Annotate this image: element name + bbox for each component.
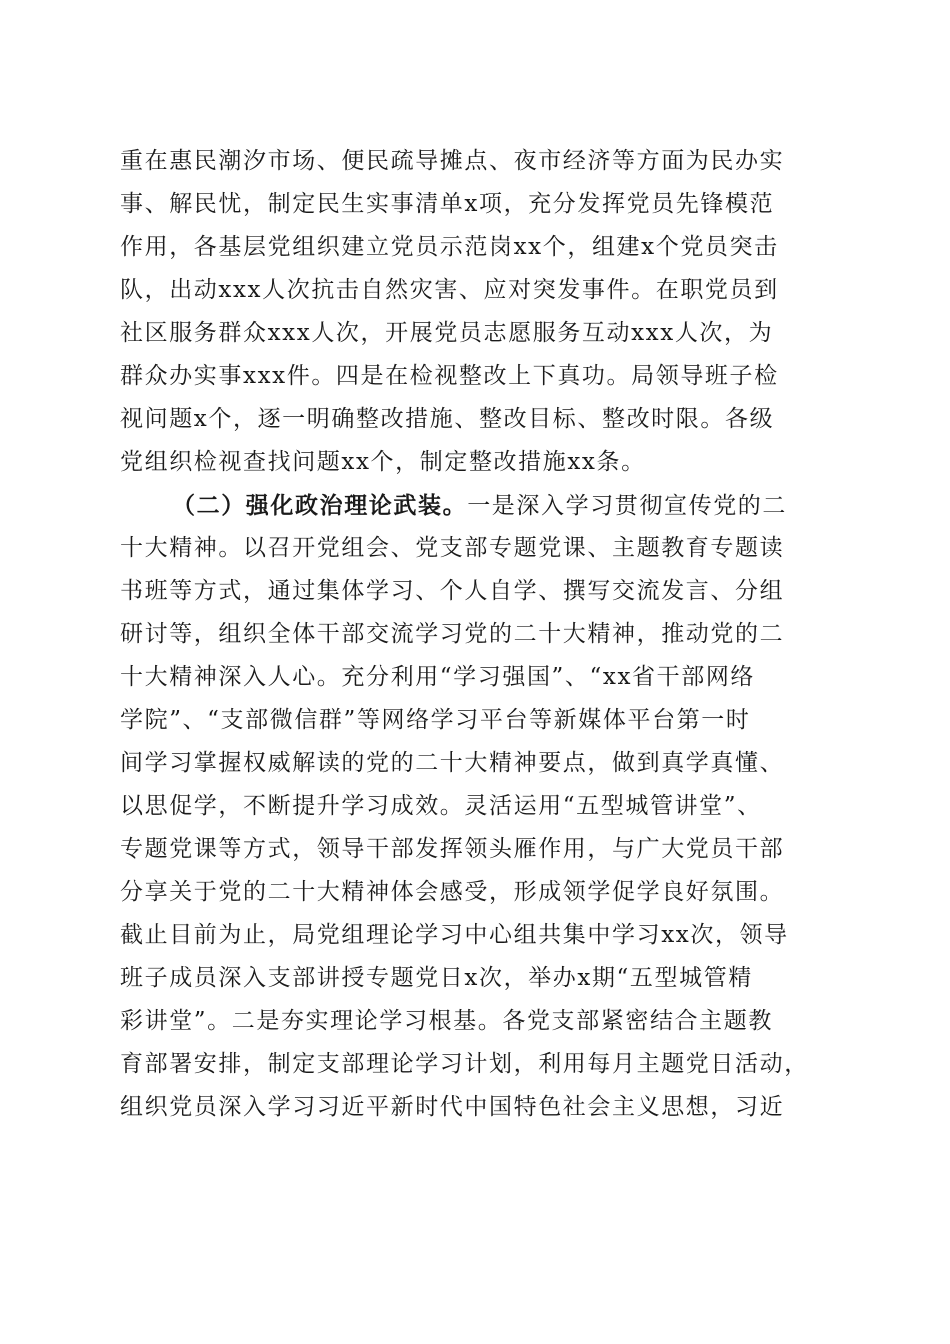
paragraph-2-line-12: 班子成员深入支部讲授专题党日x次，举办x期“五型城管精: [120, 965, 753, 991]
paragraph-2-line-11: 截止目前为止，局党组理论学习中心组共集中学习xx次，领导: [120, 922, 789, 948]
paragraph-1-line-6: 群众办实事xxx件。四是在检视整改上下真功。局领导班子检: [120, 363, 779, 389]
paragraph-2-line-1-text: 一是深入学习贯彻宣传党的二: [467, 493, 788, 519]
paragraph-2-line-9: 专题党课等方式，领导干部发挥领头雁作用，与广大党员干部: [120, 836, 785, 862]
paragraph-1-line-5: 社区服务群众xxx人次，开展党员志愿服务互动xxx人次，为: [120, 320, 774, 346]
paragraph-2-line-7: 间学习掌握权威解读的党的二十大精神要点，做到真学真懂、: [120, 750, 785, 776]
paragraph-2-line-2: 十大精神。以召开党组会、党支部专题党课、主题教育专题读: [120, 535, 785, 561]
paragraph-1-line-4: 队，出动xxx人次抗击自然灾害、应对突发事件。在职党员到: [120, 277, 779, 303]
paragraph-2-line-5: 十大精神深入人心。充分利用“学习强国”、“xx省干部网络: [120, 664, 756, 690]
paragraph-1-line-3: 作用，各基层党组织建立党员示范岗xx个，组建x个党员突击: [120, 234, 779, 260]
section-heading: （二）强化政治理论武装。: [172, 492, 468, 519]
paragraph-2-line-6: 学院”、“支部微信群”等网络学习平台等新媒体平台第一时: [120, 707, 751, 733]
paragraph-2-line-8: 以思促学，不断提升学习成效。灵活运用“五型城管讲堂”、: [120, 793, 762, 819]
paragraph-2-line-3: 书班等方式，通过集体学习、个人自学、撰写交流发言、分组: [120, 578, 785, 604]
paragraph-1-line-1: 重在惠民潮汐市场、便民疏导摊点、夜市经济等方面为民办实: [120, 148, 785, 174]
paragraph-2-line-4: 研讨等，组织全体干部交流学习党的二十大精神，推动党的二: [120, 621, 785, 647]
paragraph-2-line-15: 组织党员深入学习习近平新时代中国特色社会主义思想，习近: [120, 1094, 785, 1120]
paragraph-2-line-13: 彩讲堂”。二是夯实理论学习根基。各党支部紧密结合主题教: [120, 1008, 773, 1034]
body-text: [120, 140, 832, 1129]
paragraph-2-line-10: 分享关于党的二十大精神体会感受，形成领学促学良好氛围。: [120, 879, 785, 905]
paragraph-1-line-8: 党组织检视查找问题xx个，制定整改措施xx条。: [120, 449, 646, 475]
paragraph-2-line-14: 育部署安排，制定支部理论学习计划，利用每月主题党日活动，: [120, 1051, 809, 1077]
paragraph-2-line-1: [120, 484, 832, 527]
paragraph-1-line-7: 视问题x个，逐一明确整改措施、整改目标、整改时限。各级: [120, 406, 775, 432]
paragraph-1-line-2: 事、解民忧，制定民生实事清单x项，充分发挥党员先锋模范: [120, 191, 775, 217]
